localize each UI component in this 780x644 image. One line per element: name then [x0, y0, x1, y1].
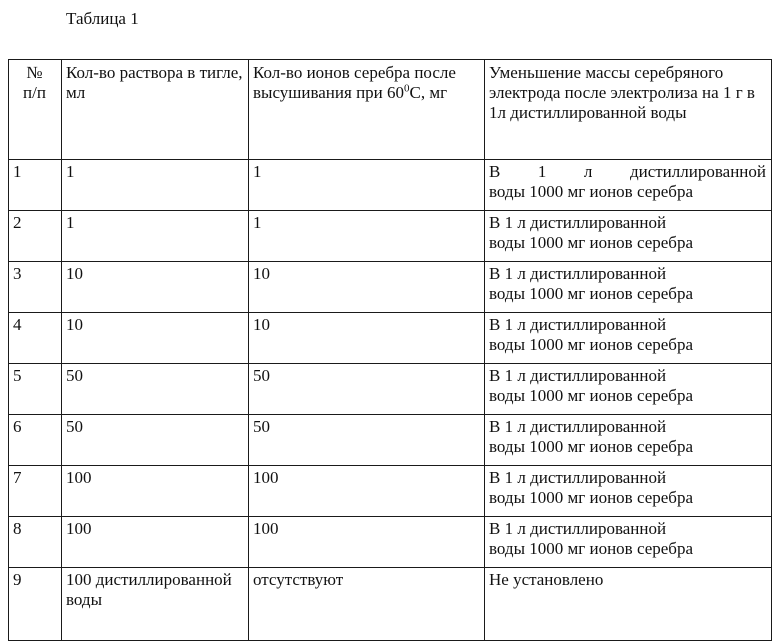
- cell-number: 9: [9, 568, 62, 641]
- header-number-symbol: №: [26, 63, 43, 82]
- cell-result-line1: В 1 л дистиллированной: [489, 519, 667, 538]
- cell-result: [485, 211, 772, 262]
- cell-silver: 100: [249, 517, 485, 568]
- cell-number: 5: [9, 364, 62, 415]
- cell-result-line1: В 1 л дистиллированной: [489, 213, 667, 232]
- header-silver-ions: [249, 60, 485, 160]
- cell-result-line2: воды 1000 мг ионов серебра: [489, 233, 693, 252]
- cell-result-line1: В 1 л дистиллированной: [489, 468, 667, 487]
- cell-result: [485, 517, 772, 568]
- cell-number: 1: [9, 160, 62, 211]
- cell-number: 6: [9, 415, 62, 466]
- cell-result-line2: воды 1000 мг ионов серебра: [489, 539, 693, 558]
- cell-volume: 100: [62, 517, 249, 568]
- cell-volume: 10: [62, 262, 249, 313]
- table-row: [9, 313, 772, 364]
- table-row: [9, 517, 772, 568]
- table-caption: Таблица 1: [66, 9, 139, 28]
- cell-silver: 50: [249, 415, 485, 466]
- cell-silver: 50: [249, 364, 485, 415]
- cell-silver: 100: [249, 466, 485, 517]
- cell-silver: 1: [249, 211, 485, 262]
- cell-result-line1: В 1 л дистиллированной: [489, 315, 667, 334]
- header-mass-decrease: Уменьшение массы серебряного электрода после электролиза на 1 г в 1л дистиллированной воды: [485, 60, 772, 160]
- table-row: [9, 262, 772, 313]
- cell-silver: 10: [249, 313, 485, 364]
- cell-silver: отсутствуют: [249, 568, 485, 641]
- cell-silver: 10: [249, 262, 485, 313]
- cell-result-line1: В 1 л дистиллированной: [489, 417, 667, 436]
- cell-number: 7: [9, 466, 62, 517]
- cell-number: 2: [9, 211, 62, 262]
- cell-volume: 50: [62, 415, 249, 466]
- cell-result-line1: В 1 л дистиллированной: [489, 264, 667, 283]
- cell-result-line2: воды 1000 мг ионов серебра: [489, 335, 693, 354]
- cell-result: [485, 160, 772, 211]
- cell-number: 8: [9, 517, 62, 568]
- cell-volume: 100: [62, 466, 249, 517]
- header-silver-ions-unit: С, мг: [409, 83, 448, 102]
- cell-number: 3: [9, 262, 62, 313]
- data-table: [8, 59, 772, 641]
- table-row: [9, 466, 772, 517]
- table-row: [9, 160, 772, 211]
- header-solution-volume: Кол-во раствора в тигле, мл: [62, 60, 249, 160]
- table-row: [9, 364, 772, 415]
- cell-volume: 1: [62, 211, 249, 262]
- table-row: [9, 568, 772, 641]
- cell-result: [485, 364, 772, 415]
- cell-result-line1: В 1 л дистиллированной: [489, 162, 766, 181]
- cell-result-line2: воды 1000 мг ионов серебра: [489, 488, 693, 507]
- table-row: [9, 211, 772, 262]
- cell-result-line1: В 1 л дистиллированной: [489, 366, 667, 385]
- cell-volume: 10: [62, 313, 249, 364]
- cell-result-line2: воды 1000 мг ионов серебра: [489, 182, 693, 201]
- header-number: [9, 60, 62, 160]
- cell-result-line2: воды 1000 мг ионов серебра: [489, 437, 693, 456]
- header-degree-sup: 0: [404, 82, 410, 95]
- cell-result-line2: воды 1000 мг ионов серебра: [489, 386, 693, 405]
- cell-result: [485, 313, 772, 364]
- header-number-abbrev: п/п: [23, 83, 46, 102]
- cell-result-line1: Не установлено: [489, 570, 604, 589]
- cell-volume: 1: [62, 160, 249, 211]
- cell-result: [485, 466, 772, 517]
- cell-number: 4: [9, 313, 62, 364]
- cell-silver: 1: [249, 160, 485, 211]
- header-silver-ions-text: Кол-во ионов серебра после высушивания при 60: [253, 63, 456, 102]
- table-header-row: [9, 60, 772, 160]
- cell-result: [485, 568, 772, 641]
- cell-result-line2: воды 1000 мг ионов серебра: [489, 284, 693, 303]
- cell-volume: 100 дистиллированной воды: [62, 568, 249, 641]
- cell-volume: 50: [62, 364, 249, 415]
- cell-result: [485, 415, 772, 466]
- table-row: [9, 415, 772, 466]
- cell-result: [485, 262, 772, 313]
